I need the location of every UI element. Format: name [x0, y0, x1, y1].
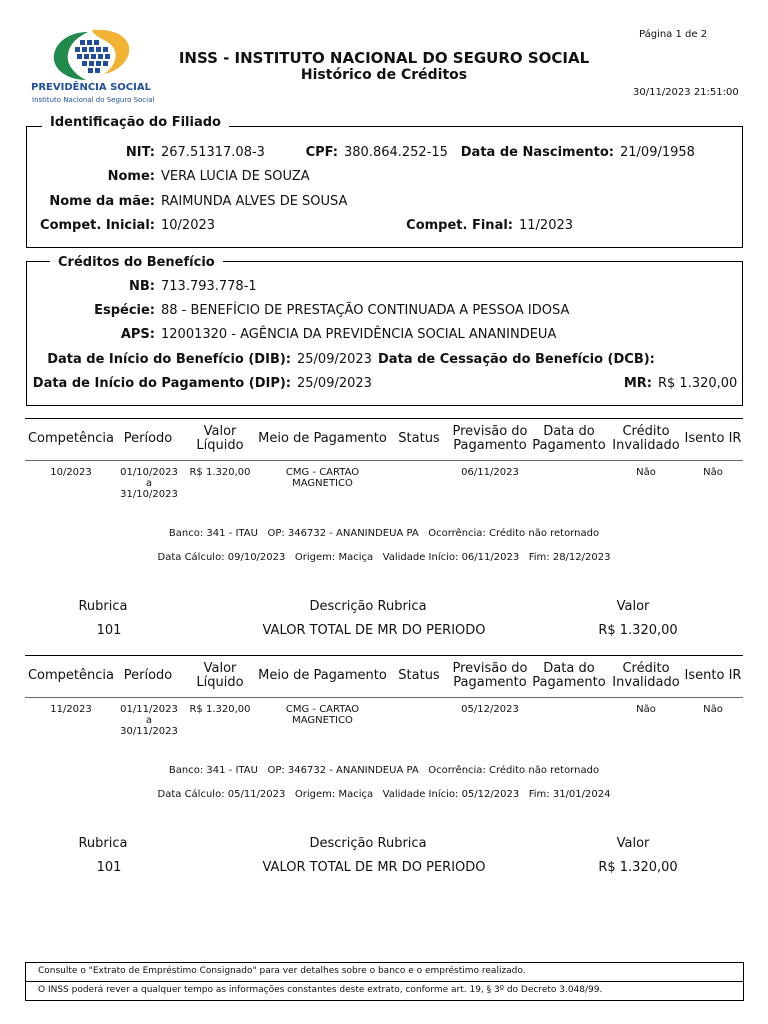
- row-competencia: 10/2023: [50, 467, 92, 478]
- rubrica-valor-header: Valor: [616, 836, 650, 851]
- col-valor-l1: Valor: [203, 424, 237, 439]
- col-periodo: Período: [123, 668, 173, 683]
- aps-value: 12001320 - AGÊNCIA DA PREVIDÊNCIA SOCIAL ANANINDEUA: [161, 327, 557, 342]
- document-subtitle: Histórico de Créditos: [300, 67, 468, 83]
- rubrica-header: Rubrica: [78, 599, 128, 614]
- row-isento: Não: [703, 467, 723, 478]
- row-periodo-l1: 01/10/2023: [120, 467, 178, 478]
- nit-label: NIT:: [125, 145, 155, 160]
- dcb-label: Data de Cessação do Benefício (DCB):: [378, 352, 655, 367]
- cpf-label: CPF:: [305, 145, 338, 160]
- dip-value: 25/09/2023: [297, 376, 372, 391]
- rubrica-valor: R$ 1.320,00: [598, 623, 678, 638]
- rubrica-desc-header: Descrição Rubrica: [309, 599, 427, 614]
- col-meio: Meio de Pagamento: [258, 431, 387, 446]
- compet-final-label: Compet. Final:: [406, 218, 513, 233]
- col-previsao-l2: Pagamento: [453, 438, 527, 453]
- row-meio-l1: CMG - CARTAO: [285, 704, 360, 715]
- cpf-value: 380.864.252-15: [344, 145, 448, 160]
- rubrica-desc: VALOR TOTAL DE MR DO PERIODO: [262, 623, 486, 638]
- row-periodo-l1: 01/11/2023: [120, 704, 178, 715]
- row-periodo-l3: 31/10/2023: [120, 489, 178, 500]
- document-title: INSS - INSTITUTO NACIONAL DO SEGURO SOCIAL: [178, 49, 590, 67]
- footer-line-1: Consulte o "Extrato de Empréstimo Consignado" para ver detalhes sobre o banco e o empréstimo realizado.: [38, 966, 526, 976]
- col-data-l1: Data do: [543, 661, 595, 676]
- row-competencia: 11/2023: [50, 704, 92, 715]
- col-status: Status: [398, 431, 440, 446]
- col-data-l2: Pagamento: [532, 675, 606, 690]
- col-isento-ir: Isento IR: [684, 431, 742, 446]
- nascimento-label: Data de Nascimento:: [460, 145, 614, 160]
- col-credito-invalidado: [610, 662, 682, 690]
- row-previsao: 05/12/2023: [461, 704, 519, 715]
- rubrica-desc: VALOR TOTAL DE MR DO PERIODO: [262, 860, 486, 875]
- calculo-line: Data Cálculo: 09/10/2023 Origem: Maciça Validade Início: 06/11/2023 Fim: 28/12/2023: [157, 552, 611, 563]
- col-valor-l1: Valor: [203, 661, 237, 676]
- col-previsao: [450, 662, 530, 690]
- especie-label: Espécie:: [94, 303, 155, 318]
- col-data-l2: Pagamento: [532, 438, 606, 453]
- col-previsao-l1: Previsão do: [452, 424, 528, 439]
- row-periodo-l2: a: [145, 478, 153, 489]
- rubrica-desc-header: Descrição Rubrica: [309, 836, 427, 851]
- row-valor: R$ 1.320,00: [189, 704, 251, 715]
- especie-value: 88 - BENEFÍCIO DE PRESTAÇÃO CONTINUADA A PESSOA IDOSA: [161, 303, 570, 318]
- row-periodo-l3: 30/11/2023: [120, 726, 178, 737]
- calculo-line: Data Cálculo: 05/11/2023 Origem: Maciça Validade Início: 05/12/2023 Fim: 31/01/2024: [157, 789, 611, 800]
- col-competencia: Competência: [27, 431, 114, 446]
- nome-label: Nome:: [107, 169, 155, 184]
- col-status: Status: [398, 668, 440, 683]
- nit-value: 267.51317.08-3: [161, 145, 265, 160]
- mr-value: R$ 1.320,00: [658, 376, 738, 391]
- row-previsao: 06/11/2023: [461, 467, 519, 478]
- col-previsao: [450, 425, 530, 453]
- row-meio-l1: CMG - CARTAO: [285, 467, 360, 478]
- row-meio: [256, 467, 389, 489]
- logo-subtext: Instituto Nacional do Seguro Social: [32, 96, 155, 104]
- aps-label: APS:: [120, 327, 155, 342]
- table-header-divider: [25, 697, 743, 698]
- col-valor-l2: Líquido: [196, 675, 244, 690]
- previdencia-logo-icon: [30, 26, 155, 88]
- mr-label: MR:: [623, 376, 652, 391]
- table-divider: [25, 655, 743, 656]
- col-periodo: Período: [123, 431, 173, 446]
- row-invalidado: Não: [636, 467, 656, 478]
- dib-label: Data de Início do Benefício (DIB):: [47, 352, 291, 367]
- compet-inicial-label: Compet. Inicial:: [40, 218, 155, 233]
- col-isento-ir: Isento IR: [684, 668, 742, 683]
- col-cred-l2: Invalidado: [612, 438, 680, 453]
- nascimento-value: 21/09/1958: [620, 145, 695, 160]
- rubrica-header: Rubrica: [78, 836, 128, 851]
- row-invalidado: Não: [636, 704, 656, 715]
- beneficio-legend: Créditos do Benefício: [50, 255, 223, 270]
- compet-inicial-value: 10/2023: [161, 218, 216, 233]
- col-previsao-l1: Previsão do: [452, 661, 528, 676]
- col-valor-l2: Líquido: [196, 438, 244, 453]
- col-cred-l1: Crédito: [622, 424, 670, 439]
- col-data-pagamento: [530, 662, 608, 690]
- table-divider: [25, 418, 743, 419]
- banco-line: Banco: 341 - ITAU OP: 346732 - ANANINDEUA PA Ocorrência: Crédito não retornado: [168, 765, 600, 776]
- footer-box: [25, 962, 744, 1001]
- row-periodo: [113, 704, 185, 737]
- rubrica-code: 101: [96, 860, 122, 875]
- rubrica-valor-header: Valor: [616, 599, 650, 614]
- table-header-divider: [25, 460, 743, 461]
- col-previsao-l2: Pagamento: [453, 675, 527, 690]
- nb-label: NB:: [129, 279, 155, 294]
- logo-text: PREVIDÊNCIA SOCIAL: [31, 82, 151, 93]
- dib-value: 25/09/2023: [297, 352, 372, 367]
- timestamp: 30/11/2023 21:51:00: [633, 87, 739, 98]
- row-meio-l2: MAGNETICO: [292, 715, 353, 726]
- col-valor: [184, 662, 256, 690]
- col-credito-invalidado: [610, 425, 682, 453]
- col-cred-l1: Crédito: [622, 661, 670, 676]
- mae-value: RAIMUNDA ALVES DE SOUSA: [161, 194, 348, 209]
- row-isento: Não: [703, 704, 723, 715]
- col-cred-l2: Invalidado: [612, 675, 680, 690]
- footer-divider: [26, 981, 743, 982]
- row-valor: R$ 1.320,00: [189, 467, 251, 478]
- col-meio: Meio de Pagamento: [258, 668, 387, 683]
- row-periodo: [113, 467, 185, 500]
- col-data-pagamento: [530, 425, 608, 453]
- rubrica-code: 101: [96, 623, 122, 638]
- row-periodo-l2: a: [145, 715, 153, 726]
- col-competencia: Competência: [27, 668, 114, 683]
- col-data-l1: Data do: [543, 424, 595, 439]
- row-meio: [256, 704, 389, 726]
- nb-value: 713.793.778-1: [161, 279, 257, 294]
- footer-line-2: O INSS poderá rever a qualquer tempo as informações constantes deste extrato, conforme art. 19, § 3º do Decreto 3.048/99.: [38, 985, 603, 995]
- nome-value: VERA LUCIA DE SOUZA: [161, 169, 310, 184]
- dip-label: Data de Início do Pagamento (DIP):: [32, 376, 291, 391]
- compet-final-value: 11/2023: [519, 218, 574, 233]
- rubrica-valor: R$ 1.320,00: [598, 860, 678, 875]
- mae-label: Nome da mãe:: [49, 194, 155, 209]
- page-number: Página 1 de 2: [639, 29, 708, 40]
- banco-line: Banco: 341 - ITAU OP: 346732 - ANANINDEUA PA Ocorrência: Crédito não retornado: [168, 528, 600, 539]
- row-meio-l2: MAGNETICO: [292, 478, 353, 489]
- filiado-legend: Identificação do Filiado: [42, 115, 229, 130]
- col-valor: [184, 425, 256, 453]
- previdencia-logo: [30, 26, 155, 108]
